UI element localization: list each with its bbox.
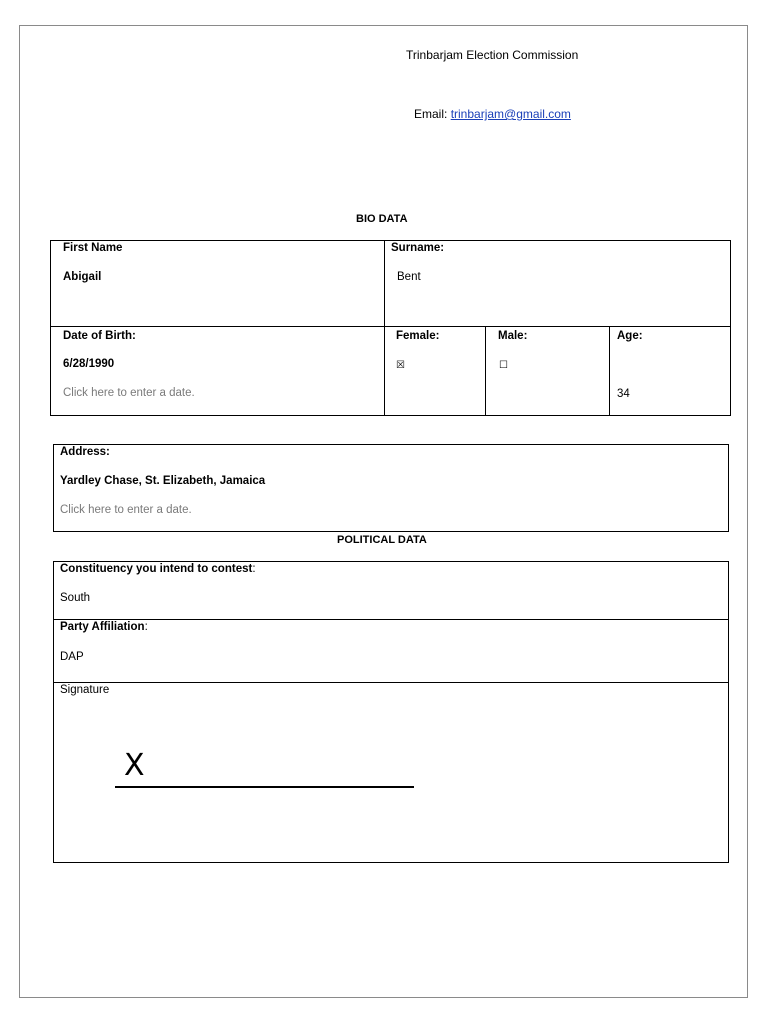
signature-label: Signature [60, 684, 110, 696]
table-divider [50, 326, 731, 327]
age-label: Age: [617, 330, 643, 342]
email-line [414, 107, 571, 121]
political-data-table [53, 561, 729, 863]
dob-label: Date of Birth: [63, 330, 136, 342]
table-divider [384, 240, 385, 416]
dob-value[interactable]: 6/28/1990 [63, 358, 115, 370]
table-divider [53, 682, 729, 683]
male-label: Male: [498, 330, 528, 342]
dob-date-picker-placeholder[interactable]: Click here to enter a date. [63, 387, 195, 399]
political-data-title: POLITICAL DATA [337, 534, 427, 546]
table-divider [53, 619, 729, 620]
address-label: Address: [60, 446, 110, 458]
signature-mark: X [124, 748, 145, 783]
surname-value[interactable]: Bent [397, 271, 421, 283]
address-value[interactable]: Yardley Chase, St. Elizabeth, Jamaica [60, 475, 266, 487]
email-label: Email: [414, 107, 451, 121]
email-link[interactable]: trinbarjam@gmail.com [450, 107, 571, 121]
table-divider [609, 326, 610, 416]
female-checkbox[interactable]: ☒ [396, 360, 405, 371]
signature-line[interactable] [115, 786, 414, 788]
constituency-value[interactable]: South [60, 592, 91, 604]
organization-name: Trinbarjam Election Commission [406, 48, 579, 62]
first-name-value[interactable]: Abigail [63, 271, 102, 283]
party-label: Party Affiliation: [60, 621, 148, 633]
age-value[interactable]: 34 [617, 388, 630, 400]
party-value[interactable]: DAP [60, 651, 84, 663]
male-checkbox[interactable]: ☐ [499, 360, 508, 371]
address-date-placeholder[interactable]: Click here to enter a date. [60, 504, 192, 516]
first-name-label: First Name [63, 242, 123, 254]
table-divider [485, 326, 486, 416]
address-box [53, 444, 729, 532]
bio-data-title: BIO DATA [356, 213, 408, 225]
female-label: Female: [396, 330, 440, 342]
surname-label: Surname: [391, 242, 445, 254]
constituency-label: Constituency you intend to contest: [60, 563, 256, 575]
